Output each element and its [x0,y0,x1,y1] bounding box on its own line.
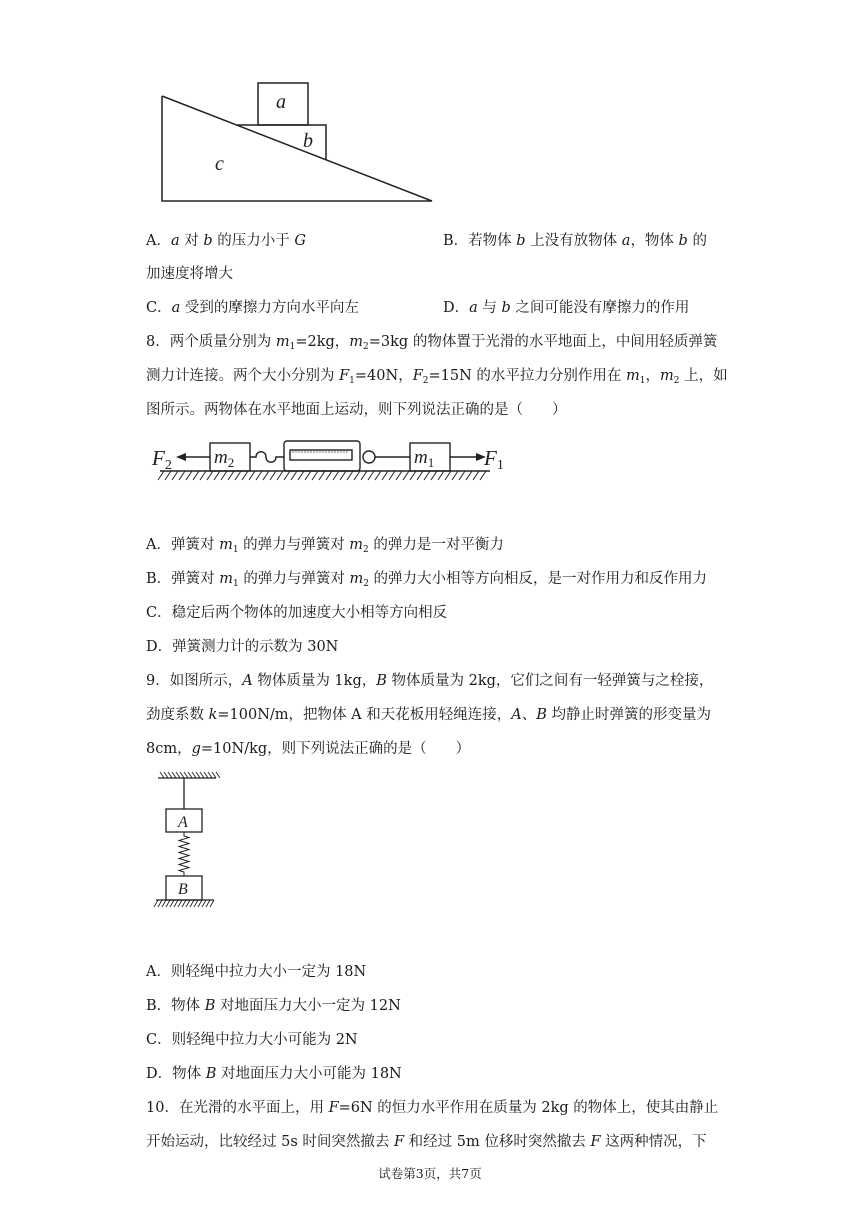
spring-scale-body [284,441,360,471]
q7-option-b-line2: 加速度将增大 [146,266,233,282]
spring-scale-figure [150,436,520,488]
incline-figure [150,75,450,210]
q10-stem-line1: 10．在光滑的水平面上，用 F=6N 的恒力水平作用在质量为 2kg 的物体上，使其由静止 [146,1100,719,1116]
label-F1: F1 [484,446,504,473]
hanging-spring-figure [150,768,230,913]
label-b: b [303,130,313,152]
q7-option-a: A．a 对 b 的压力小于 G [146,233,306,249]
q8-option-c: C．稳定后两个物体的加速度大小相等方向相反 [146,605,448,621]
label-m1: $m_1$ [414,447,435,470]
q9-stem-line1: 9．如图所示，A 物体质量为 1kg，B 物体质量为 2kg，它们之间有一轻弹簧与之栓接， [146,673,714,689]
q8-stem-line3: 图所示。两物体在水平地面上运动，则下列说法正确的是（ ） [146,402,567,418]
label-m2: $m_2$ [214,447,235,470]
label-F2: F2 [152,446,172,473]
q9-option-d: D．物体 B 对地面压力大小可能为 18N [146,1066,402,1082]
label-a: a [276,91,286,113]
q8-option-b: B．弹簧对 $m_1$ 的弹力与弹簧对 $m_2$ 的弹力大小相等方向相反，是一对作用力和反作用力 [146,571,708,589]
q7-option-d: D．a 与 b 之间可能没有摩擦力的作用 [443,300,690,316]
q9-stem-line3: 8cm，g=10N/kg，则下列说法正确的是（ ） [146,741,471,757]
q9-option-b: B．物体 B 对地面压力大小一定为 12N [146,998,401,1014]
q8-stem-line2: 测力计连接。两个大小分别为 $F_1=40N$，$F_2=15N$ 的水平拉力分别作用在 $m_1$，$m_2$ 上，如 [146,368,728,386]
q9-option-a: A．则轻绳中拉力大小一定为 18N [146,964,367,980]
q8-stem-line1: 8．两个质量分别为 $m_1=2kg$，$m_2=3kg$ 的物体置于光滑的水平地面上，中间用轻质弹簧 [146,334,718,352]
q8-option-a: A．弹簧对 $m_1$ 的弹力与弹簧对 $m_2$ 的弹力是一对平衡力 [146,537,504,555]
q10-stem-line2: 开始运动，比较经过 5s 时间突然撤去 F 和经过 5m 位移时突然撤去 F 这两种情况，下 [146,1134,707,1150]
q7-option-b: B．若物体 b 上没有放物体 a，物体 b 的 [443,233,707,249]
q9-option-c: C．则轻绳中拉力大小可能为 2N [146,1032,358,1048]
page-number: 试卷第3页，共7页 [378,1166,482,1181]
label-A: A [178,814,188,831]
q7-option-c: C．a 受到的摩擦力方向水平向左 [146,300,359,316]
label-B: B [178,881,188,898]
page-footer [0,1164,860,1184]
q8-option-d: D．弹簧测力计的示数为 30N [146,639,339,655]
q9-stem-line2: 劲度系数 k=100N/m，把物体 A 和天花板用轻绳连接，A、B 均静止时弹簧的形变量为 [146,707,711,723]
label-c: c [215,153,224,175]
